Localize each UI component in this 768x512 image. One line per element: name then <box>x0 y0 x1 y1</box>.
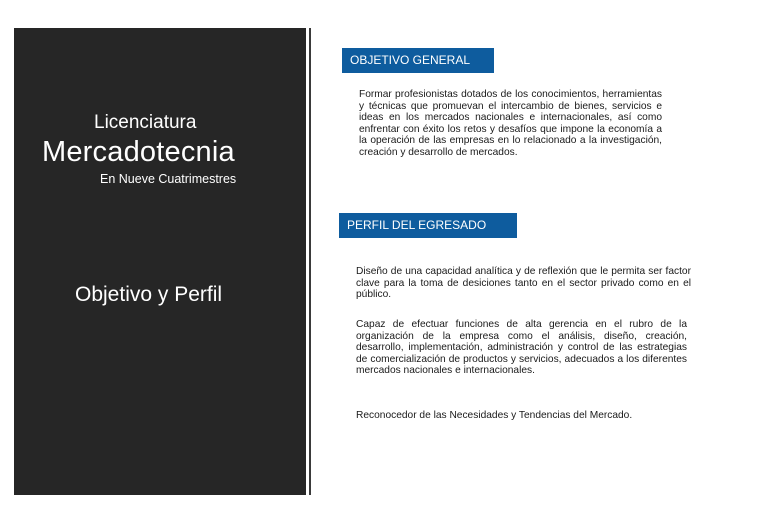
objetivo-heading: OBJETIVO GENERAL <box>342 48 494 73</box>
perfil-paragraph: Capaz de efectuar funciones de alta gerencia en el rubro de la organización de la empresa como el análisis, diseño, creación, desarrollo, implementación, administración y control de las estrategias de comercialización de productos y servicios, adecuados a los diferentes mercados nacionales e internacionales. <box>356 319 687 377</box>
duration-label: En Nueve Cuatrimestres <box>100 172 237 186</box>
vertical-divider <box>309 28 311 495</box>
perfil-paragraph: Diseño de una capacidad analítica y de reflexión que le permita ser factor clave para la toma de desiciones tanto en el sector privado como en el público. <box>356 266 691 301</box>
perfil-paragraph: Reconocedor de las Necesidades y Tendencias del Mercado. <box>356 410 633 421</box>
title-panel <box>14 28 306 495</box>
degree-label: Licenciatura <box>94 112 197 133</box>
section-subtitle: Objetivo y Perfil <box>75 283 223 306</box>
perfil-heading: PERFIL DEL EGRESADO <box>339 213 517 238</box>
program-title: Mercadotecnia <box>42 136 235 168</box>
objetivo-text: Formar profesionistas dotados de los conocimientos, herramientas y técnicas que promuevan el intercambio de bienes, servicios e ideas en los mercados nacionales e internacionales, así como enfrentar con éxito los retos y desafíos que impone la economía a la operación de las empresas en lo relacionado a la investigación, creación y desarrollo de mercados. <box>359 89 662 158</box>
